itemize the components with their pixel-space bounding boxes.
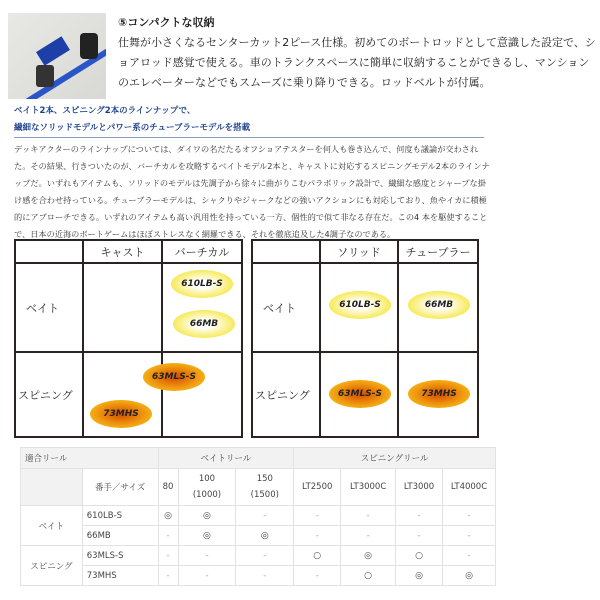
compat-cell: ◎ [442, 566, 495, 586]
size-header: LT3000 [396, 469, 443, 506]
model-cell: 73MHS [82, 566, 158, 586]
header-spinning-reel: スピニングリール [294, 448, 496, 469]
table-row [21, 546, 496, 566]
table-row [21, 526, 496, 546]
compat-cell: - [178, 566, 236, 586]
compat-cell: - [396, 526, 443, 546]
compat-cell: - [442, 526, 495, 546]
compat-cell: - [236, 506, 294, 526]
reel-compat-table [20, 447, 496, 586]
compat-cell: ◎ [396, 566, 443, 586]
model-cell: 610LB-S [82, 506, 158, 526]
compat-cell: - [236, 546, 294, 566]
size-header: LT4000C [442, 469, 495, 506]
compat-cell: ◎ [178, 506, 236, 526]
divider [14, 137, 484, 138]
model-cell: 66MB [82, 526, 158, 546]
compat-cell: - [341, 506, 396, 526]
row-spinning: スピニング [14, 351, 84, 438]
model-badge: 66MB [173, 310, 235, 338]
compat-cell: - [294, 506, 341, 526]
compat-cell: - [158, 546, 178, 566]
compat-cell: ◎ [158, 506, 178, 526]
header-corner: 適合リール [21, 448, 159, 469]
size-header: 150 (1500) [236, 469, 294, 506]
model-cell: 63MLS-S [82, 546, 158, 566]
compat-cell: ◎ [341, 546, 396, 566]
compat-cell: ◎ [236, 526, 294, 546]
table-row [21, 566, 496, 586]
model-badge: 66MB [408, 291, 470, 319]
compat-cell: - [158, 526, 178, 546]
header-bait-reel: ベイトリール [158, 448, 294, 469]
compat-cell: - [442, 506, 495, 526]
section-body: 仕舞が小さくなるセンターカット2ピース仕様。初めてのボートロッドとして意識した設定で、ショアロッド感覚で使える。車のトランクスペースに簡単に収納することができるし、マンションのエレベーターなどでもスムーズに乗り降りできる。ロッドベルトが付属。 [118, 36, 596, 89]
compat-cell: - [236, 566, 294, 586]
row-bait: ベイト [14, 262, 84, 353]
size-header: LT3000C [341, 469, 396, 506]
model-badge: 73MHS [408, 380, 470, 408]
lineup-body: デッキアクターのラインナップについては、ダイワの名だたるオフショアテスターを何人も巻き込んで、何度も議論が交わされた。その結果、行きついたのが、バーチカルを攻略するベイトモデル2本と、キャストに対応するスピニングモデル2本のラインナップだ。いずれもアイテムも、ソリッドのモデルは先調子から徐々に曲がりこむパラボリック設計で、繊細な感度とシャープな掛け感を合わせ持っている。チューブラーモデルは、シャクりやジャークなどの強いアクションにも対応しており、魚やイカに積極的にアプローチできる。いずれのアイテムも高い汎用性を持っている一方、個性的で似て非なる存在だ。この4 本を駆使することで、日本の近海のボートゲームはほぼストレスなく網羅できる、それを徹底追及した4調子なのである。 [14, 144, 490, 239]
compat-cell: - [294, 526, 341, 546]
size-header: 80 [158, 469, 178, 506]
row-spinning: スピニング [251, 351, 321, 438]
size-header: LT2500 [294, 469, 341, 506]
model-badge: 73MHS [90, 400, 152, 428]
lineup-title: ベイト2本、スピニング2本のラインナップで、 繊細なソリッドモデルとパワー系のチューブラーモデルを搭載 [14, 106, 251, 133]
compat-cell: - [396, 506, 443, 526]
compat-cell: ○ [341, 566, 396, 586]
category-cell: スピニング [21, 546, 83, 586]
table-row [21, 506, 496, 526]
compat-cell: - [178, 546, 236, 566]
model-badge: 63MLS-S [329, 380, 391, 408]
compat-cell: ○ [396, 546, 443, 566]
size-header: 100 (1000) [178, 469, 236, 506]
rod-photo [8, 13, 106, 99]
size-label: 番手／サイズ [82, 469, 158, 506]
compat-cell: - [341, 526, 396, 546]
row-bait: ベイト [251, 262, 321, 353]
compat-cell: ◎ [178, 526, 236, 546]
col-cast: キャスト [82, 239, 163, 264]
compat-cell: ○ [294, 546, 341, 566]
category-cell: ベイト [21, 506, 83, 546]
compat-cell: - [442, 546, 495, 566]
col-tubular: チューブラー [397, 239, 479, 264]
compat-cell: - [158, 566, 178, 586]
model-badge: 610LB-S [329, 291, 391, 319]
col-vertical: バーチカル [161, 239, 243, 264]
model-badge: 610LB-S [171, 270, 233, 298]
model-badge: 63MLS-S [143, 363, 205, 391]
section-heading: ⑤コンパクトな収納 [118, 16, 215, 29]
col-solid: ソリッド [319, 239, 399, 264]
compat-cell: - [294, 566, 341, 586]
